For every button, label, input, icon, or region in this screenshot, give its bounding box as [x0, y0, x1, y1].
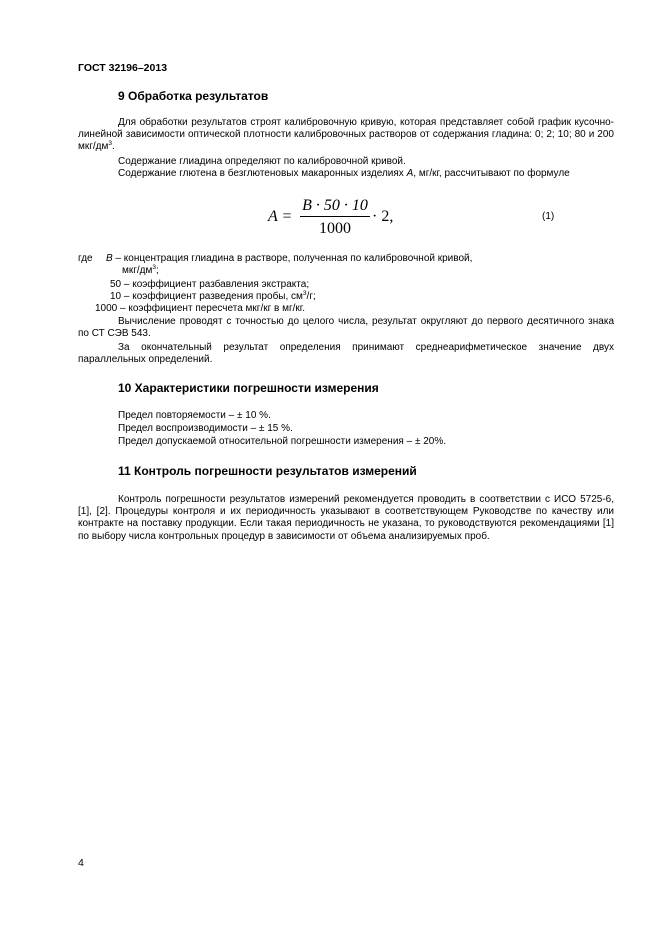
paragraph-text: , мг/кг, рассчитывают по формуле [413, 168, 570, 179]
superscript: 3 [302, 290, 307, 297]
section-11-title: 11 Контроль погрешности результатов измерений [118, 464, 417, 478]
where-b-line [106, 253, 472, 265]
where-b-text: – концентрация глиадина в растворе, полученная по калибровочной кривой, [112, 253, 473, 264]
where-label: где [78, 253, 93, 264]
formula-denominator: 1000 [319, 220, 351, 237]
section-9-paragraph-5: За окончательный результат определения принимают среднеарифметическое значение двух параллельных определений. [78, 342, 614, 366]
punctuation: /г; [306, 291, 316, 302]
where-b-unit-line [122, 265, 159, 277]
superscript: 3 [152, 264, 157, 271]
formula-rhs: · 2, [372, 208, 394, 225]
page-number: 4 [78, 857, 84, 869]
section-9-paragraph-3 [78, 168, 614, 180]
superscript: 3 [108, 140, 113, 148]
punctuation: . [112, 141, 115, 153]
document-id-header: ГОСТ 32196–2013 [78, 62, 168, 74]
paragraph-text: Для обработки результатов строят калибровочную кривую, которая представляет собой график кусочно-линейной зависимости оптической плотности калибровочных растворов от содержания гладина: 0; 2; 10; 80 и 200 мкг/дм [78, 117, 614, 153]
variable-a: А [406, 168, 414, 179]
paragraph-text: Содержание глютена в безглютеновых макаронных изделиях [118, 168, 407, 179]
section-10-title: 10 Характеристики погрешности измерения [118, 381, 379, 395]
formula-number: (1) [542, 211, 555, 222]
section-9-paragraph-4: Вычисление проводят с точностью до целого числа, результат округляют до первого десятичного знака по СТ СЭВ 543. [78, 316, 614, 340]
fraction-bar [300, 216, 370, 217]
section-9-paragraph-1 [78, 117, 614, 154]
variable-b: В [106, 253, 113, 264]
section-9-title: 9 Обработка результатов [118, 89, 269, 103]
unit: мкг/дм [122, 265, 153, 276]
where-1000-line: 1000 – коэффициент пересчета мкг/кг в мг/кг. [95, 303, 305, 314]
formula-lhs: A = [268, 208, 293, 225]
where-50-line: 50 – коэффициент разбавления экстракта; [110, 279, 310, 290]
where-10-line [110, 291, 316, 303]
where-10-text: 10 – коэффициент разведения пробы, см [110, 291, 303, 302]
section-11-paragraph-1: Контроль погрешности результатов измерений рекомендуется проводить в соответствии с ИСО 5725-6, [1], [2]. Процедуры контроля и их периодичность указывают в соответствующем Руководстве по качеству или контракте на поставку продукции. Если такая периодичность не указана, то руководствуются рекомендациями [1] по выбору числа контрольных процедур в зависимости от объема анализируемых проб. [78, 494, 614, 542]
repeatability-limit: Предел повторяемости – ± 10 %. [118, 410, 271, 421]
formula-fraction [300, 196, 370, 238]
relative-error-limit: Предел допускаемой относительной погрешности измерения – ± 20%. [118, 436, 446, 447]
formula-numerator: B · 50 · 10 [302, 197, 368, 214]
reproducibility-limit: Предел воспроизводимости – ± 15 %. [118, 423, 293, 434]
punctuation: ; [156, 265, 159, 276]
section-9-paragraph-2: Содержание глиадина определяют по калибровочной кривой. [118, 156, 406, 167]
